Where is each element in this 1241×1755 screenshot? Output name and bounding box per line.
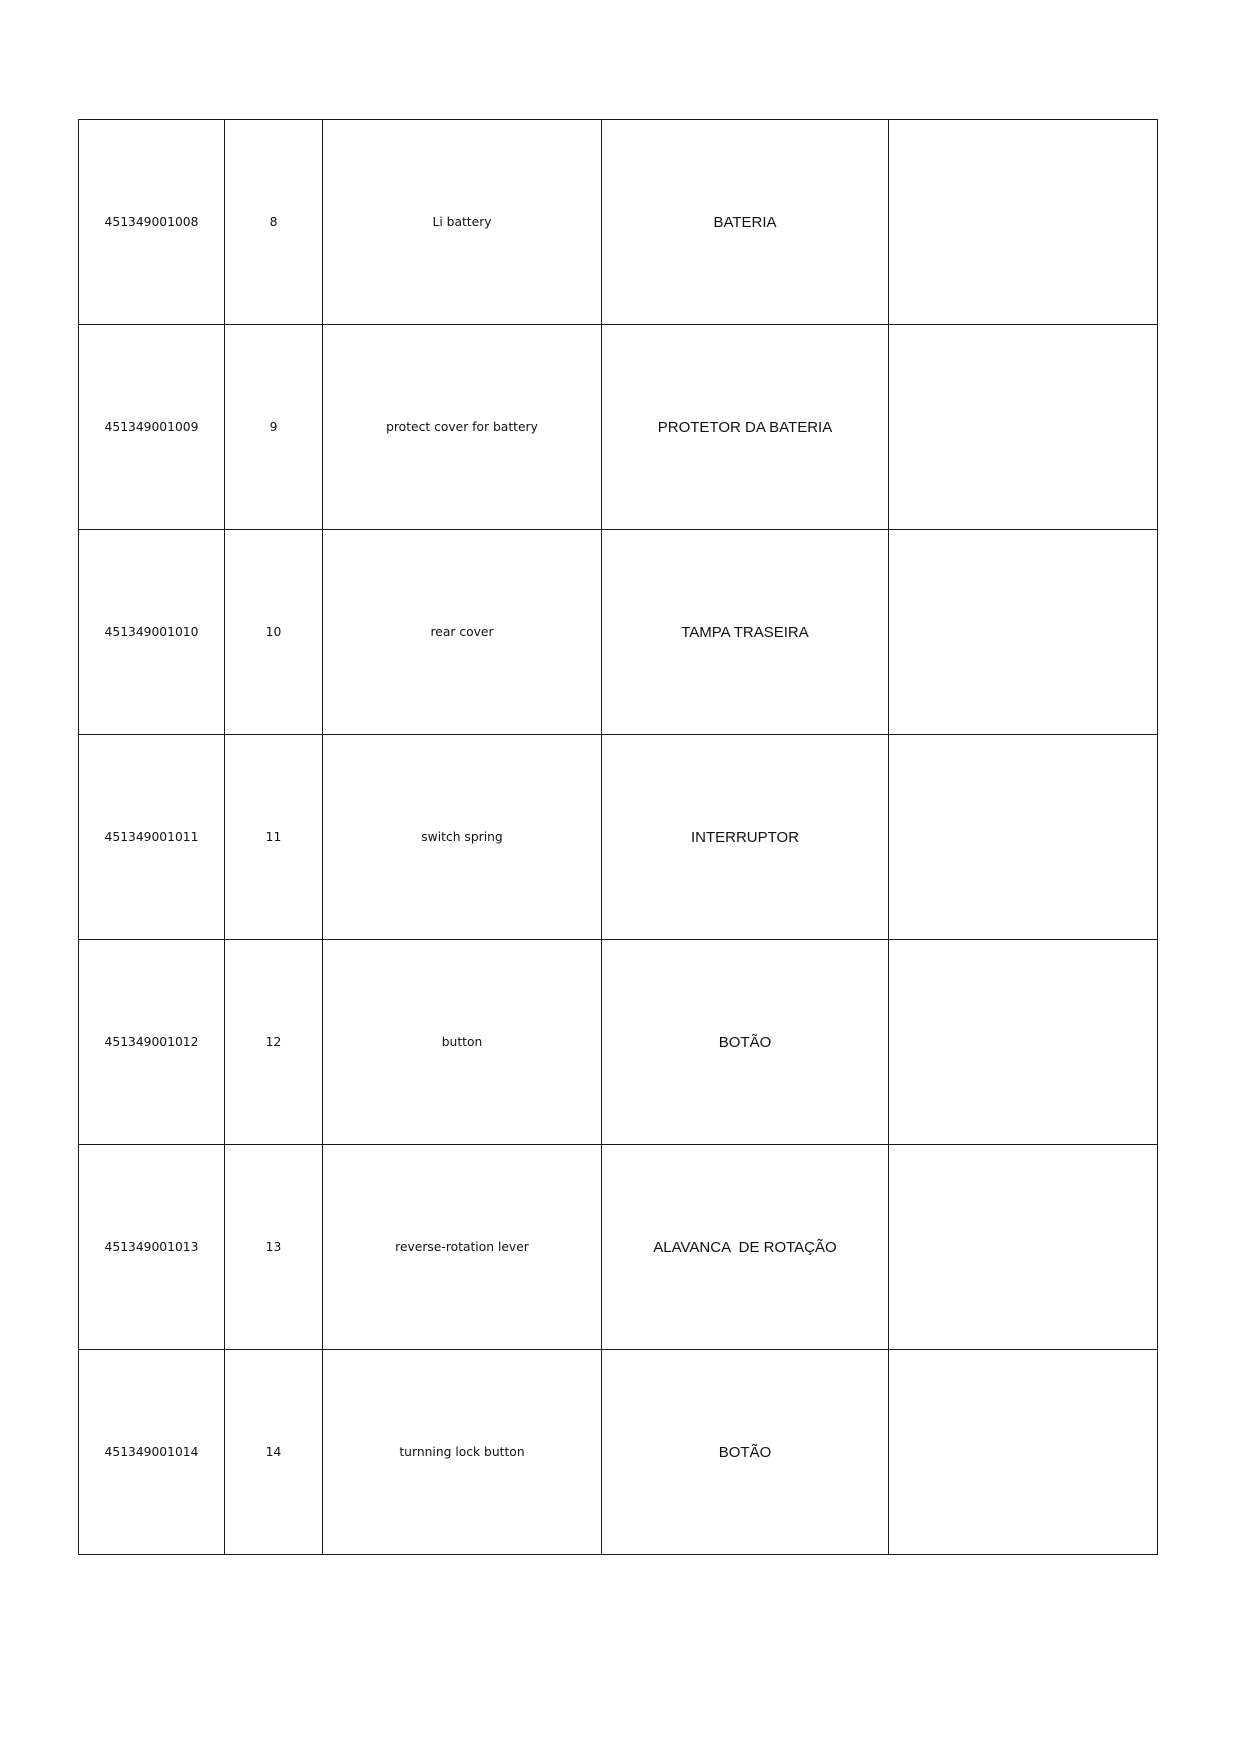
description-en-cell: Li battery — [323, 120, 602, 325]
part-code-cell: 451349001012 — [79, 940, 225, 1145]
part-code-cell: 451349001009 — [79, 325, 225, 530]
table-row — [79, 1350, 1158, 1555]
item-number-cell: 11 — [225, 735, 323, 940]
item-number-cell: 12 — [225, 940, 323, 1145]
part-code-cell: 451349001010 — [79, 530, 225, 735]
table-row — [79, 1145, 1158, 1350]
description-pt-cell: PROTETOR DA BATERIA — [602, 325, 889, 530]
notes-cell — [889, 1145, 1158, 1350]
item-number-cell: 9 — [225, 325, 323, 530]
description-en-cell: rear cover — [323, 530, 602, 735]
description-pt-cell: BOTÃO — [602, 940, 889, 1145]
description-en-cell: button — [323, 940, 602, 1145]
notes-cell — [889, 940, 1158, 1145]
description-en-cell: reverse-rotation lever — [323, 1145, 602, 1350]
item-number-cell: 10 — [225, 530, 323, 735]
table-row — [79, 735, 1158, 940]
description-pt-cell: BOTÃO — [602, 1350, 889, 1555]
notes-cell — [889, 735, 1158, 940]
part-code-cell: 451349001013 — [79, 1145, 225, 1350]
table-row — [79, 940, 1158, 1145]
notes-cell — [889, 120, 1158, 325]
notes-cell — [889, 530, 1158, 735]
parts-table — [78, 119, 1158, 1555]
table-row — [79, 120, 1158, 325]
item-number-cell: 8 — [225, 120, 323, 325]
item-number-cell: 14 — [225, 1350, 323, 1555]
description-pt-cell: BATERIA — [602, 120, 889, 325]
table-row — [79, 325, 1158, 530]
part-code-cell: 451349001011 — [79, 735, 225, 940]
notes-cell — [889, 1350, 1158, 1555]
description-en-cell: turnning lock button — [323, 1350, 602, 1555]
description-pt-cell: INTERRUPTOR — [602, 735, 889, 940]
description-pt-cell: ALAVANCA DE ROTAÇÃO — [602, 1145, 889, 1350]
table-row — [79, 530, 1158, 735]
part-code-cell: 451349001008 — [79, 120, 225, 325]
description-en-cell: switch spring — [323, 735, 602, 940]
description-pt-cell: TAMPA TRASEIRA — [602, 530, 889, 735]
part-code-cell: 451349001014 — [79, 1350, 225, 1555]
item-number-cell: 13 — [225, 1145, 323, 1350]
description-en-cell: protect cover for battery — [323, 325, 602, 530]
notes-cell — [889, 325, 1158, 530]
